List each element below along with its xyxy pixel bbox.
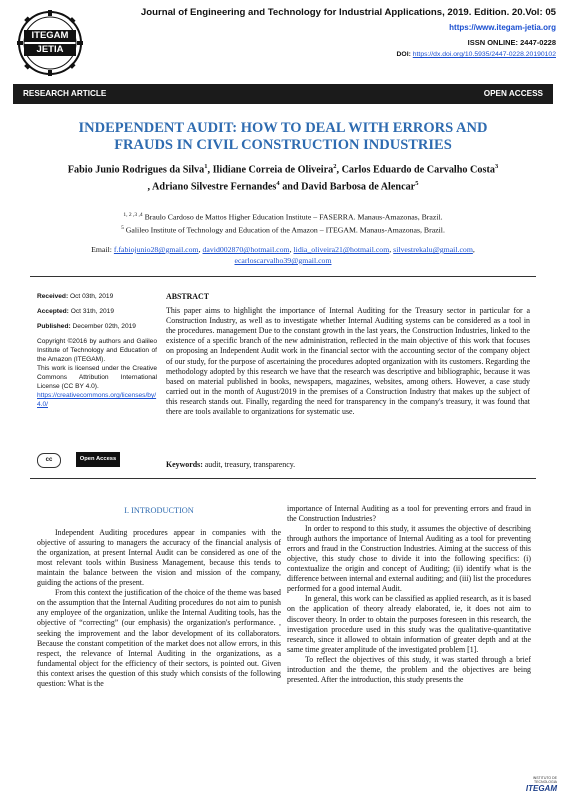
keywords	[166, 460, 530, 469]
section-heading: I. INTRODUCTION	[124, 506, 194, 515]
author-2: , Ilidiane Correia de Oliveira	[207, 164, 334, 176]
title-line-2: FRAUDS IN CIVIL CONSTRUCTION INDUSTRIES	[114, 137, 452, 153]
paragraph: Independent Auditing procedures appear in companies with the objective of assuring to managers the accuracy of the financial analysis of the organization, at present Internal Audit can be considered as one of the most relevant tools within Business Management, because this tends to maintain the balance between the vision and mission of the company, guiding the actions of the present.	[37, 528, 281, 588]
paragraph: To reflect the objectives of this study, it was started through a brief introduction and the theme, the problem and the objectives are being presented. After the introduction, this study presents the	[287, 654, 531, 684]
open-access-badge[interactable]: Open Access	[76, 452, 120, 467]
open-access-label: OPEN ACCESS	[483, 89, 543, 98]
received-label: Received:	[37, 293, 69, 300]
email-list: Email: f.fabiojunio28@gmail.com, david002870@hotmail.com, lidia_oliveira21@hotmail.com, silvestrekalu@gmail.com, ecarloscarvalho39@gmail.com	[91, 245, 475, 265]
doi-line	[96, 51, 556, 58]
author-5-sup: 5	[415, 180, 419, 188]
email-link[interactable]: f.fabiojunio28@gmail.com	[113, 245, 199, 254]
paragraph: In order to respond to this study, it assumes the objective of describing through authors the importance of Internal Auditing as a tool for preventing errors and fraud in the Construction Industries. Aiming at the success of this objective, this study chose to divide it into the following specifics: (i) contextualize the origin and concept of Auditing; (ii) identify what is the difference between internal and external auditing; and (iii) list the procedures performed for a good internal Audit.	[287, 524, 531, 594]
issn: ISSN ONLINE: 2447-0228	[467, 38, 556, 47]
affil-1-sup: 1, 2 ,3 ,4	[123, 212, 143, 218]
copyright-text: Copyright ©2016 by authors and Galileo Institute of Technology and Education of the Amazon (ITEGAM).	[37, 338, 157, 363]
author-2-sup: 2	[333, 163, 337, 170]
email-link[interactable]: david002870@hotmail.com	[202, 245, 290, 254]
footer-logo	[505, 776, 557, 796]
journal-url-link[interactable]: https://www.itegam-jetia.org	[449, 23, 556, 32]
published-date: December 02th, 2019	[72, 323, 136, 330]
affil-2-sup: 5	[121, 224, 124, 231]
journal-logo	[10, 8, 90, 78]
author-4-sup: 4	[276, 180, 280, 188]
author-1-sup: 1	[204, 163, 208, 170]
abstract-heading: ABSTRACT	[166, 292, 209, 301]
footer-logo-text: ITEGAM	[525, 784, 557, 793]
abstract	[166, 292, 530, 417]
affiliation-1: Braulo Cardoso de Mattos Higher Education Institute – FASERRA. Manaus-Amazonas, Brazil.	[142, 212, 443, 222]
author-4: , Adriano Silvestre Fernandes	[147, 181, 277, 193]
email-link[interactable]: silvestrekalu@gmail.com	[393, 245, 473, 254]
license-link[interactable]: https://creativecommons.org/licenses/by/4.0/	[37, 392, 157, 408]
research-article-label: RESEARCH ARTICLE	[23, 89, 107, 98]
affiliations	[30, 210, 536, 235]
published-label: Published:	[37, 323, 71, 330]
accepted-label: Accepted:	[37, 308, 69, 315]
divider-bottom	[30, 478, 536, 479]
journal-title: Journal of Engineering and Technology for Industrial Applications, 2019. Edition. 20.Vol: 05	[140, 7, 556, 18]
email-label: Email:	[91, 245, 114, 254]
author-1: Fabio Junio Rodrigues da Silva	[67, 164, 205, 176]
doi-label: DOI:	[396, 51, 411, 58]
article-metadata	[37, 292, 157, 409]
author-3: , Carlos Eduardo de Carvalho Costa	[336, 164, 495, 176]
author-list	[30, 160, 536, 195]
footer-line-1: INSTITUTO DE	[532, 776, 557, 780]
body-column-right	[287, 504, 531, 685]
divider-top	[30, 276, 536, 277]
body-column-left	[37, 504, 281, 689]
author-5: and David Barbosa de Alencar	[279, 181, 416, 193]
cc-license-icon[interactable]: cc	[37, 453, 61, 468]
affiliation-2: Galileo Institute of Technology and Education of the Amazon – ITEGAM. Manaus-Amazonas, Brazil.	[123, 225, 445, 235]
paper-title	[40, 120, 526, 154]
accepted-date: Oct 31th, 2019	[70, 308, 114, 315]
license-text: This work is licensed under the Creative Commons Attribution International License (CC BY 4.0).	[37, 365, 157, 390]
paragraph: importance of Internal Auditing as a tool for preventing errors and fraud in the Construction Industries?	[287, 504, 531, 524]
keywords-value: audit, treasury, transparency.	[202, 460, 296, 469]
title-line-1: INDEPENDENT AUDIT: HOW TO DEAL WITH ERRORS AND	[78, 120, 488, 136]
email-link[interactable]: lidia_oliveira21@hotmail.com	[293, 245, 390, 254]
received-date: Oct 03th, 2019	[70, 293, 114, 300]
email-link[interactable]: ecarloscarvalho39@gmail.com	[234, 256, 332, 265]
abstract-text: This paper aims to highlight the importance of Internal Auditing for the Treasury sector in particular for a Construction Industry, as well as to investigate whether Internal Auditing systems can be considered as a tool in the procedures. management Due to the constant growth in the last years, the Construction Industries, linked to the existence of a specific branch of the new administration, reflected in the main objective of this work that focuses on proposing an Independent Audit work in the financial sector with the accounting sector of the company object of our study, for the purpose of ascertaining the procedures adopted organization with its customers. Regarding the methodology adopted by this research we have that the research was descriptive and bibliographic, because it was based on material published in books, newspapers, magazines, websites, among others. However, a case study carried out in the month of August/2019 in the premises of a Construction Industry that makes up the subject of this research stands out. Finally, regarding the need for transparency in the company's treasury, it was found that there are tools available to organizations for systematic use.	[166, 306, 530, 417]
keywords-label: Keywords:	[166, 460, 203, 469]
article-type-bar	[13, 84, 553, 104]
logo-text: ITEGAM JETIA	[31, 30, 69, 55]
paragraph: In general, this work can be classified as applied research, as it is based on the application of theory already elaborated, ie, it does not aim to discover theory. In order to obtain the purposes foreseen in this research, the investigation procedure used in this study was the qualitative-quantitative research, since it allowed to obtain information of greater depth and at the same time greater amplitude of the investigated problem [1].	[287, 594, 531, 654]
author-3-sup: 3	[494, 163, 499, 170]
footer-line-2: TECNOLOGIA	[534, 780, 557, 784]
paragraph: From this context the justification of the choice of the theme was based on the assumption that the Internal Auditing procedures do not aim to punish any employee of the organization, unlike the Internal Auditing tools, has the objective of “correcting” (our emphasis) the organization's performance. , seeking the improvement and the labor development of its collaborators. Because the constant competition of the market does not allow errors, in this respect, the relevance of Internal Auditing in the organizations, as a fundamental object for the efficiency of their sectors, is pointed out. Given this context arises the question of this study which consists of the following question: What is the	[37, 588, 281, 688]
doi-link[interactable]: https://dx.doi.org/10.5935/2447-0228.20190102	[412, 51, 556, 58]
